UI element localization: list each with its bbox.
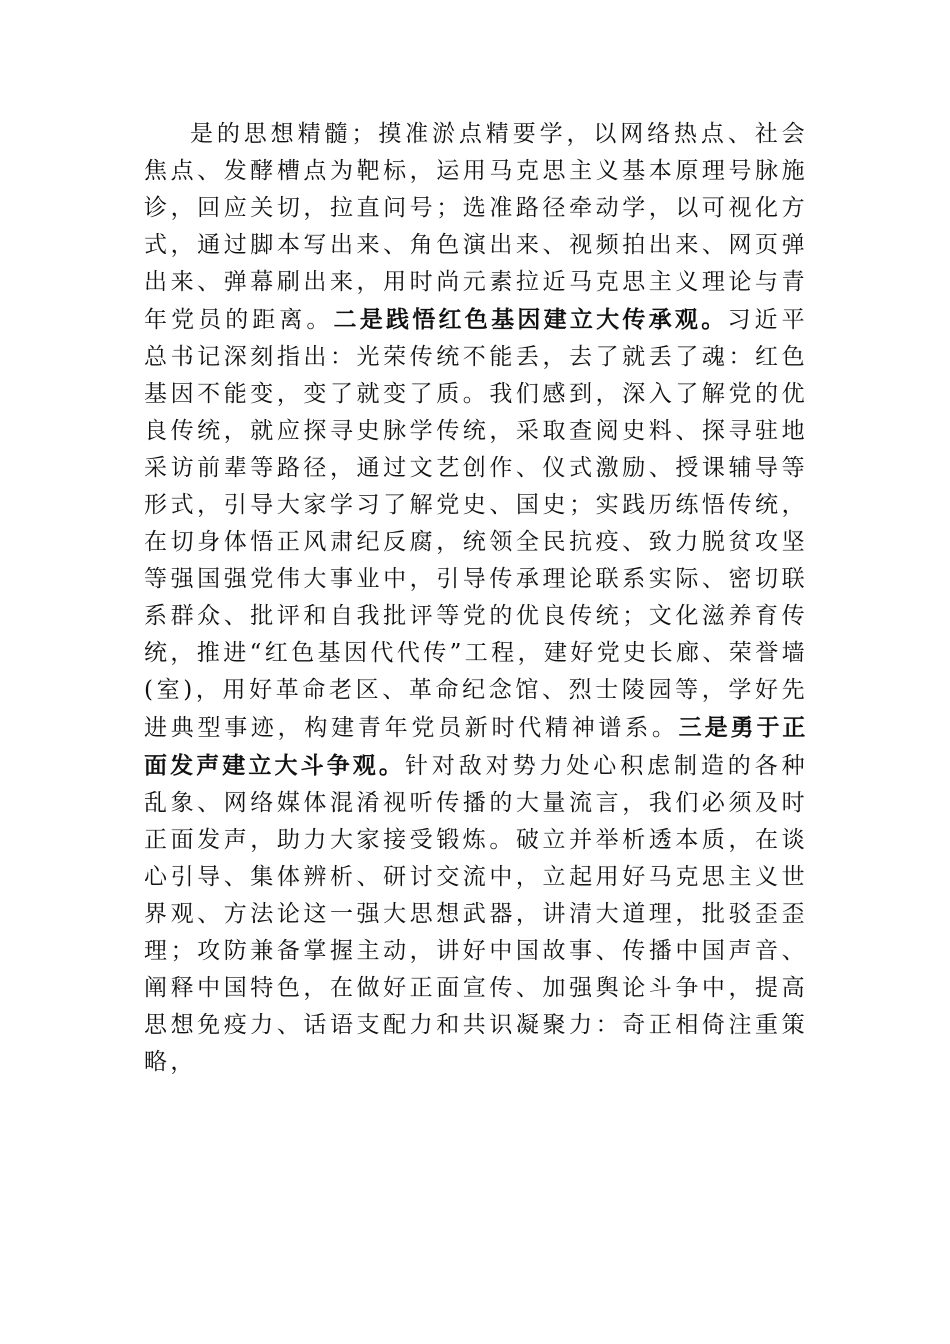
- section-heading-three: 三是勇于正面发声建立大斗争观。: [144, 714, 809, 779]
- paragraph-text-1: 是的思想精髓；摸准淤点精要学，以网络热点、社会焦点、发酵槽点为靶标，运用马克思主义基本原理号脉施诊，回应关切，拉直问号；选准路径牵动学，以可视化方式，通过脚本写出来、角色演出来、视频拍出来、网页弹出来、弹幕刷出来，用时尚元素拉近马克思主义理论与青年党员的距离。: [144, 121, 808, 333]
- section-heading-two: 二是践悟红色基因建立大传承观。: [333, 306, 728, 333]
- paragraph-text-2: 习近平总书记深刻指出：光荣传统不能丢，去了就丢了魂：红色基因不能变，变了就变了质。我们感到，深入了解党的优良传统，就应探寻史脉学传统，采取查阅史料、探寻驻地采访前辈等路径，通过文艺创作、仪式激励、授课辅导等形式，引导大家学习了解党史、国史；实践历练悟传统，在切身体悟正风肃纪反腐，统领全民抗疫、致力脱贫攻坚等强国强党伟大事业中，引导传承理论联系实际、密切联系群众、批评和自我批评等党的优良传统；文化滋养育传统，推进“红色基因代代传”工程，建好党史长廊、荣誉墙(室)，用好革命老区、革命纪念馆、烈士陵园等，学好先进典型事迹，构建青年党员新时代精神谱系。: [144, 307, 809, 741]
- paragraph-text-3: 针对敌对势力处心积虑制造的各种乱象、网络媒体混淆视听传播的大量流言，我们必须及时正面发声，助力大家接受锻炼。破立并举析透本质，在谈心引导、集体辨析、研讨交流中，立起用好马克思主义世界观、方法论这一强大思想武器，讲清大道理，批驳歪歪理；攻防兼备掌握主动，讲好中国故事、传播中国声音、阐释中国特色，在做好正面宣传、加强舆论斗争中，提高思想免疫力、话语支配力和共识凝聚力：奇正相倚注重策略，: [144, 753, 808, 1075]
- body-paragraph: [144, 116, 808, 1081]
